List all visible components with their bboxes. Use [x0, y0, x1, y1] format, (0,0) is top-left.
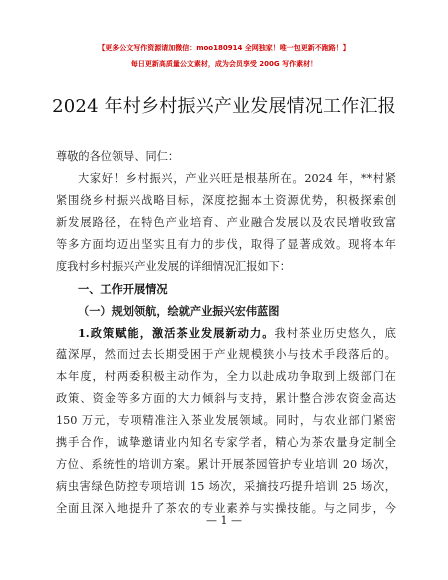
page-number: — 1 — — [206, 514, 242, 527]
paragraph-lead: 1.政策赋能，激活茶业发展新动力。 — [78, 326, 275, 340]
paragraph-line: 全面且深入地提升了茶农的专业素养与实操技能。与之同步，今 — [56, 502, 396, 515]
paragraph-line: 等多方面均迈出坚实且有力的步伐，取得了显著成效。现将本年 — [56, 238, 396, 251]
paragraph-line: 本年度，村两委积极主动作为，全力以赴成功争取到上级部门在 — [56, 370, 396, 383]
paragraph-text: 我村茶业历史悠久，底 — [274, 327, 396, 340]
paragraph-line — [56, 322, 396, 344]
paragraph-line: 150 万元，专项精准注入茶业发展领域。同时，与农业部门紧密 — [56, 414, 396, 427]
paragraph-line: 方位、系统性的培训方案。累计开展茶园管护专业培训 20 场次， — [56, 458, 396, 471]
paragraph-line: 携手合作，诚挚邀请业内知名专家学者，精心为茶农量身定制全 — [56, 436, 396, 449]
paragraph-line: 病虫害绿色防控专项培训 15 场次，采摘技巧提升培训 25 场次， — [56, 480, 396, 493]
section-heading-1: 一、工作开展情况 — [78, 282, 168, 296]
promo-banner-line-2: 每日更新高质量公文素材，成为会员享受 200G 写作素材！ — [130, 60, 318, 68]
paragraph-line: 度我村乡村振兴产业发展的详细情况汇报如下： — [56, 260, 291, 273]
document-title: 2024 年村乡村振兴产业发展情况工作汇报 — [52, 96, 396, 117]
paragraph-line: 蕴深厚，然而过去长期受困于产业规模狭小与技术手段落后的。 — [56, 348, 396, 361]
paragraph-line: 政策、资金等多方面的大力倾斜与支持，累计整合涉农资金高达 — [56, 392, 396, 405]
paragraph-line: 大家好！乡村振兴，产业兴旺是根基所在。2024 年，**村紧 — [78, 172, 396, 185]
document-body — [56, 146, 396, 520]
salutation: 尊敬的各位领导、同仁： — [56, 150, 180, 163]
paragraph-line: 新发展路径，在特色产业培育、产业融合发展以及农民增收致富 — [56, 216, 396, 229]
section-heading-2: （一）规划领航，绘就产业振兴宏伟蓝图 — [78, 304, 280, 318]
promo-banner-line-1: 【更多公文写作资源请加微信：moo180914 全网独家！唯一包更新不跑路！】 — [98, 44, 350, 52]
paragraph-line: 紧围绕乡村振兴战略目标，深度挖掘本土资源优势，积极探索创 — [56, 194, 396, 207]
